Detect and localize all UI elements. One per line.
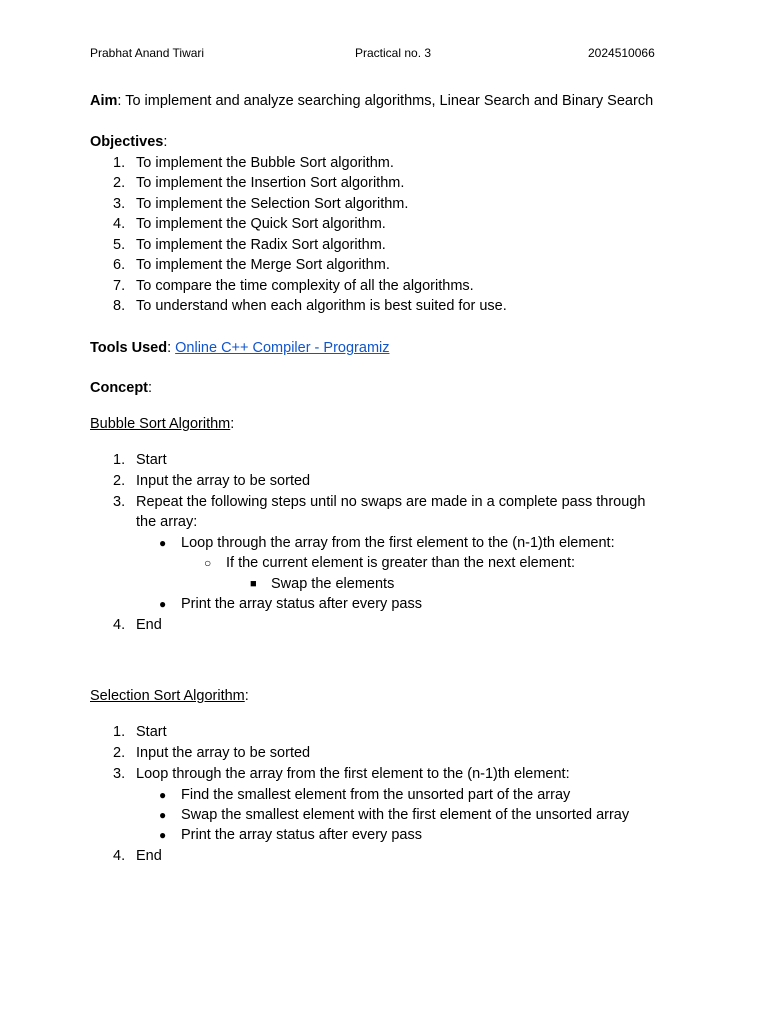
sub-sub-list-item: If the current element is greater than the next element:: [226, 555, 575, 571]
bubble-sort-title: Bubble Sort Algorithm: [90, 416, 231, 432]
objectives-colon: :: [163, 134, 168, 150]
header-practical-number: Practical no. 3: [355, 46, 432, 60]
list-item: To understand when each algorithm is best suited for use.: [136, 298, 507, 314]
bubble-sort-heading: [90, 416, 234, 432]
bullet-icon: ●: [159, 536, 167, 550]
objectives-heading: [90, 134, 167, 150]
list-item: Input the array to be sorted: [136, 745, 311, 761]
sub-list-item: Loop through the array from the first element to the (n-1)th element:: [181, 535, 615, 551]
concept-colon: :: [148, 380, 153, 396]
list-item-number: 1.: [113, 452, 126, 468]
selection-sort-heading: [90, 688, 249, 704]
sub-sub-sub-list-item: Swap the elements: [271, 576, 395, 592]
header-author-name: Prabhat Anand Tiwari: [90, 46, 205, 60]
list-item-number: 2.: [113, 745, 126, 761]
list-item: To implement the Quick Sort algorithm.: [136, 216, 386, 232]
list-item: To implement the Bubble Sort algorithm.: [136, 155, 394, 171]
bullet-icon: ●: [159, 828, 167, 842]
list-item: To compare the time complexity of all the algorithms.: [136, 278, 474, 294]
bullet-icon: ●: [159, 808, 167, 822]
list-item-number: 4.: [113, 216, 126, 232]
list-item: Start: [136, 724, 167, 740]
list-item-number: 3.: [113, 766, 126, 782]
circle-bullet-icon: ○: [204, 556, 212, 570]
sub-list-item: Print the array status after every pass: [181, 596, 422, 612]
aim-line: [90, 93, 653, 109]
selection-sort-title: Selection Sort Algorithm: [90, 688, 245, 704]
list-item: End: [136, 617, 162, 633]
list-item: To implement the Radix Sort algorithm.: [136, 237, 386, 253]
tools-used-line: [90, 340, 390, 356]
compiler-link[interactable]: Online C++ Compiler - Programiz: [175, 340, 390, 356]
bullet-icon: ●: [159, 597, 167, 611]
list-item-number: 2.: [113, 175, 126, 191]
list-item-number: 7.: [113, 278, 126, 294]
list-item: Loop through the array from the first element to the (n-1)th element:: [136, 766, 570, 782]
sub-list-item: Find the smallest element from the unsorted part of the array: [181, 787, 571, 803]
sub-list-item: Swap the smallest element with the first element of the unsorted array: [181, 807, 630, 823]
square-bullet-icon: ■: [250, 578, 257, 590]
list-item-number: 3.: [113, 196, 126, 212]
concept-label: Concept: [90, 380, 148, 396]
list-item-number: 3.: [113, 494, 126, 510]
bullet-icon: ●: [159, 788, 167, 802]
list-item: To implement the Insertion Sort algorithm.: [136, 175, 405, 191]
list-item-number: 1.: [113, 155, 126, 171]
list-item-number: 4.: [113, 617, 126, 633]
list-item: Start: [136, 452, 167, 468]
aim-text: : To implement and analyze searching algorithms, Linear Search and Binary Search: [117, 93, 654, 109]
list-item-number: 8.: [113, 298, 126, 314]
concept-heading: [90, 380, 152, 396]
list-item-number: 4.: [113, 848, 126, 864]
selection-sort-colon: :: [244, 688, 249, 704]
objectives-label: Objectives: [90, 134, 164, 150]
tools-used-colon: :: [167, 340, 176, 356]
list-item: To implement the Selection Sort algorithm.: [136, 196, 409, 212]
list-item-number: 2.: [113, 473, 126, 489]
list-item: To implement the Merge Sort algorithm.: [136, 257, 390, 273]
bubble-sort-colon: :: [230, 416, 235, 432]
list-item: Repeat the following steps until no swaps are made in a complete pass through: [136, 494, 646, 510]
sub-list-item: Print the array status after every pass: [181, 827, 422, 843]
tools-used-label: Tools Used: [90, 340, 168, 356]
list-item-continuation: the array:: [136, 514, 198, 530]
list-item-number: 6.: [113, 257, 126, 273]
list-item: Input the array to be sorted: [136, 473, 311, 489]
list-item: End: [136, 848, 162, 864]
list-item-number: 5.: [113, 237, 126, 253]
aim-label: Aim: [90, 93, 118, 109]
list-item-number: 1.: [113, 724, 126, 740]
header-student-id: 2024510066: [588, 46, 655, 60]
